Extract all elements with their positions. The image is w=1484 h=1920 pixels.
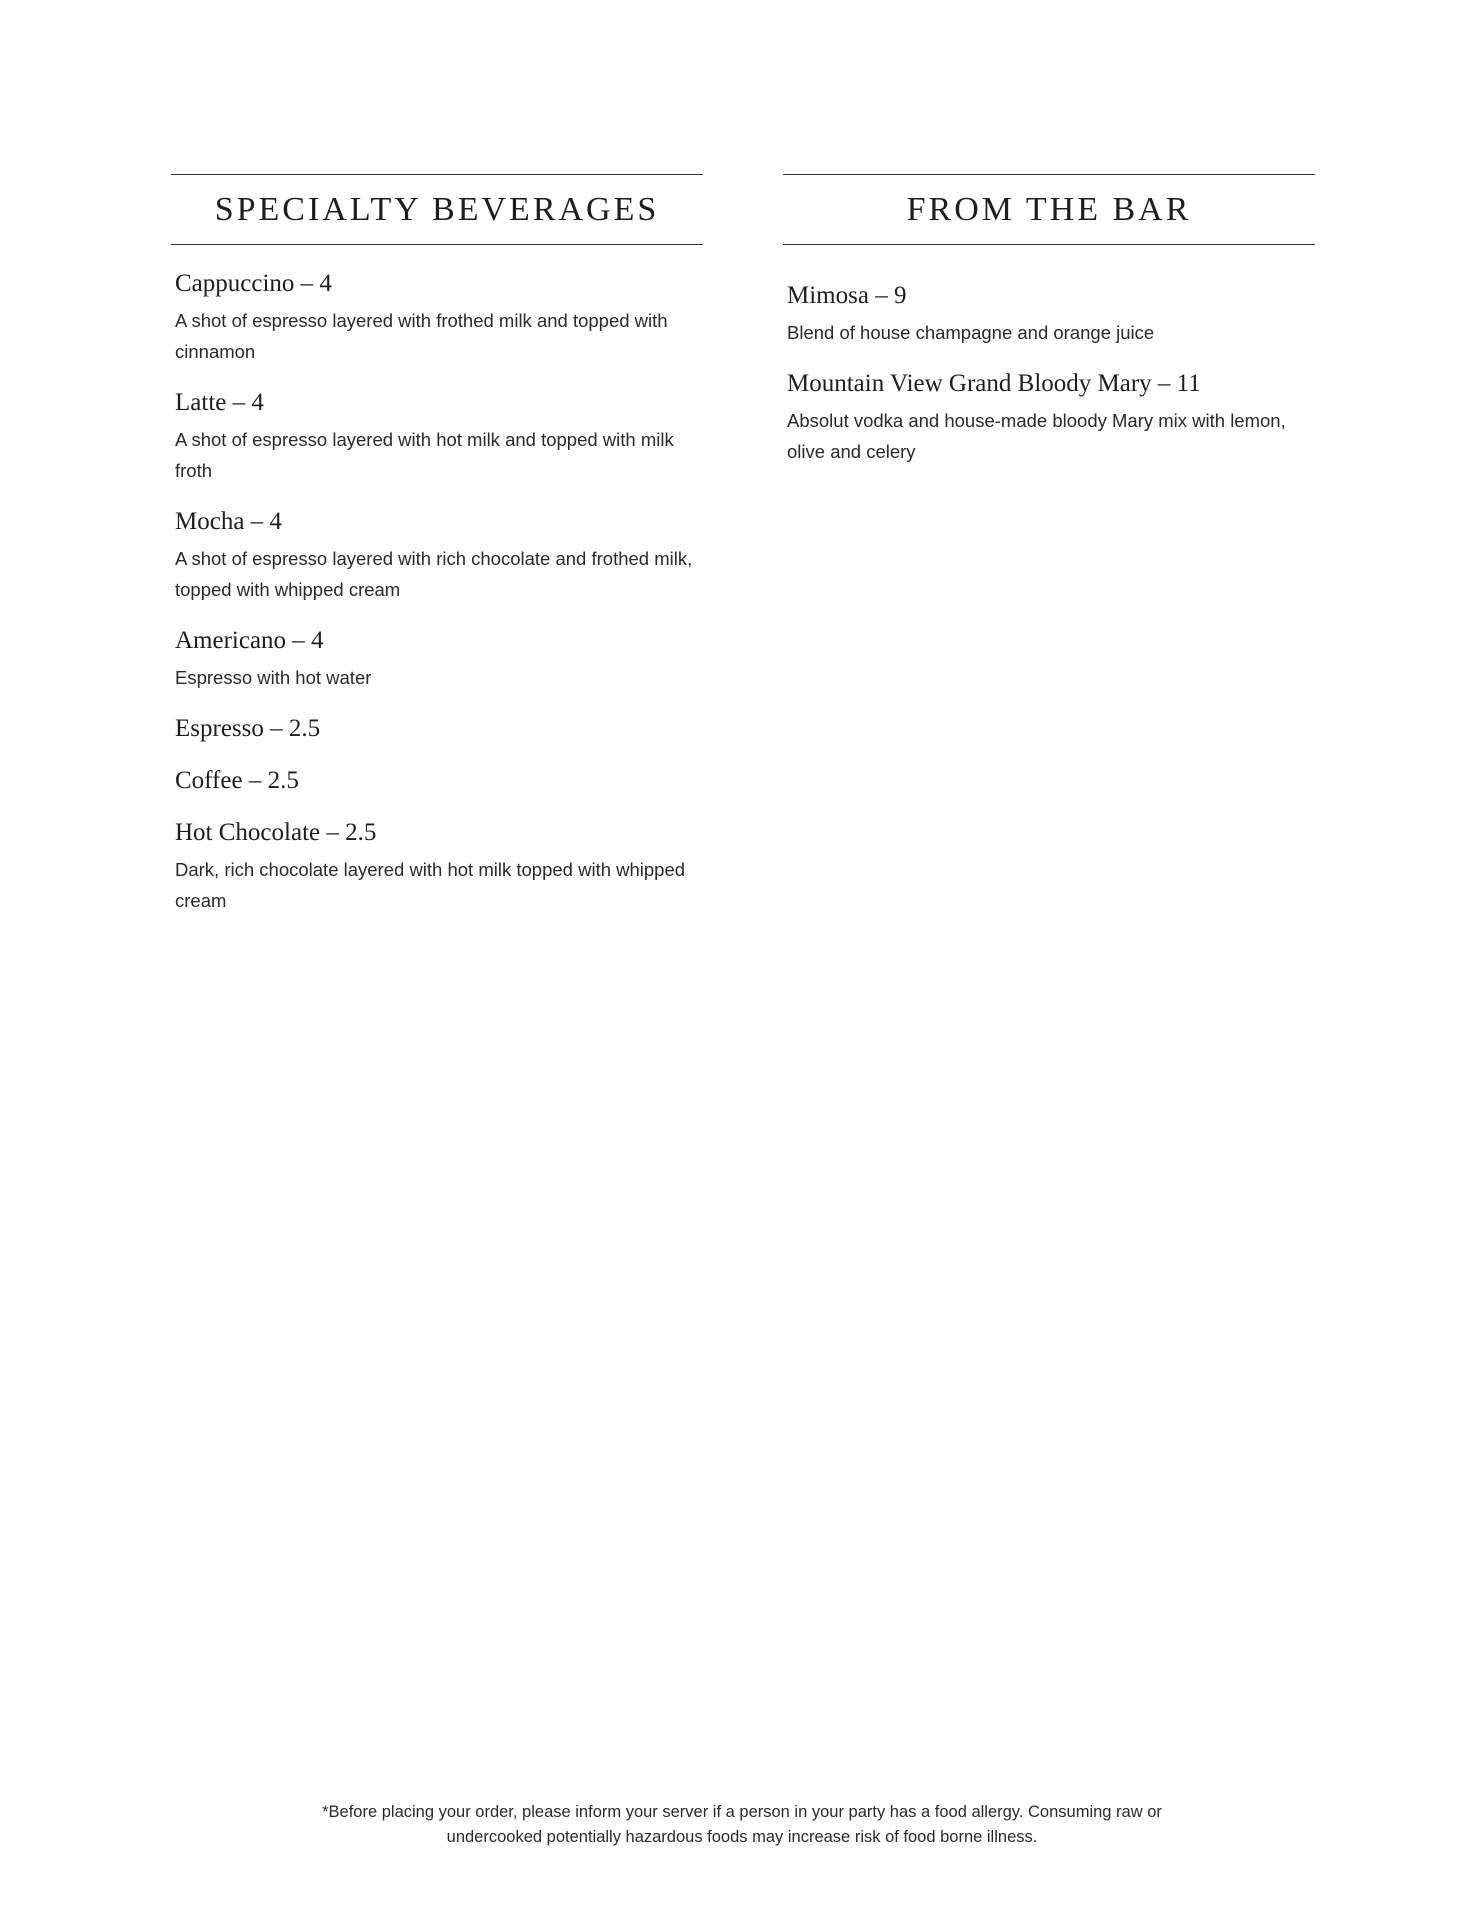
item-name: Cappuccino – 4 <box>175 270 332 297</box>
item-name: Coffee – 2.5 <box>175 767 299 794</box>
disclaimer-line: undercooked potentially hazardous foods may increase risk of food borne illness. <box>446 1828 1038 1846</box>
section-title: SPECIALTY BEVERAGES <box>214 190 660 228</box>
menu-item-mimosa <box>787 280 1307 348</box>
menu-item-bloody-mary <box>787 368 1307 467</box>
item-description: A shot of espresso layered with frothed milk and topped with cinnamon <box>175 310 668 362</box>
menu-item-coffee <box>175 765 695 797</box>
menu-item-cappuccino <box>175 268 695 367</box>
item-description: A shot of espresso layered with hot milk and topped with milk froth <box>175 429 674 481</box>
menu-item-americano <box>175 625 695 693</box>
item-name: Mimosa – 9 <box>787 282 907 309</box>
item-description: Espresso with hot water <box>175 667 372 688</box>
menu-item-list <box>783 245 1315 467</box>
menu-item-list <box>171 245 703 916</box>
item-name: Mocha – 4 <box>175 508 282 535</box>
menu-item-latte <box>175 387 695 486</box>
item-description: Blend of house champagne and orange juice <box>787 322 1155 343</box>
menu-item-espresso <box>175 713 695 745</box>
specialty-beverages-section <box>171 174 703 936</box>
section-header <box>171 174 703 245</box>
item-name: Latte – 4 <box>175 389 264 416</box>
menu-item-mocha <box>175 506 695 605</box>
item-description: Dark, rich chocolate layered with hot milk topped with whipped cream <box>175 859 686 911</box>
item-name: Mountain View Grand Bloody Mary – 11 <box>787 370 1201 397</box>
from-the-bar-section <box>783 174 1315 487</box>
item-description: A shot of espresso layered with rich chocolate and frothed milk, topped with whipped cream <box>175 548 693 600</box>
allergy-disclaimer <box>200 1800 1284 1850</box>
item-name: Americano – 4 <box>175 627 324 654</box>
section-header <box>783 174 1315 245</box>
section-title: FROM THE BAR <box>906 190 1192 228</box>
item-description: Absolut vodka and house-made bloody Mary mix with lemon, olive and celery <box>787 410 1286 462</box>
item-name: Espresso – 2.5 <box>175 715 321 742</box>
disclaimer-line: *Before placing your order, please inform your server if a person in your party has a food allergy. Consuming raw or <box>322 1803 1162 1821</box>
item-name: Hot Chocolate – 2.5 <box>175 819 377 846</box>
menu-item-hot-chocolate <box>175 817 695 916</box>
